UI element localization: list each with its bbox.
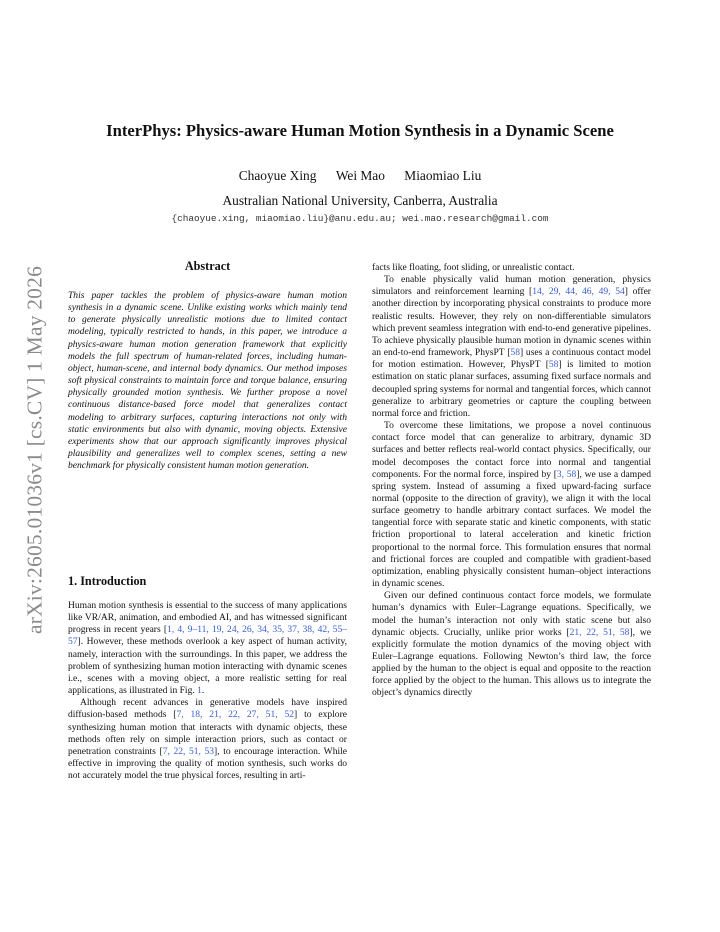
author-affiliation: Australian National University, Canberra, Australia	[222, 193, 498, 208]
citation-link[interactable]: 3, 58	[556, 468, 577, 480]
arxiv-identifier-text: arXiv:2605.01036v1 [cs.CV] 1 May 2026	[22, 265, 47, 635]
paper-title: InterPhys: Physics-aware Human Motion Synthesis in a Dynamic Scene	[106, 121, 614, 140]
author-name: Wei Mao	[335, 168, 385, 183]
intro-paragraph-1: Human motion synthesis is essential to the success of many applications like VR/AR, animation, and embodied AI, and has witnessed significant progress in recent years [1, 4, 9–11, 19, 24, 26, 34, 35, 37, 38, 42, 55–57]. However, these methods overlook a key aspect of human activity, namely, interaction with the surroundings. In this paper, we address the problem of synthesizing human motion interacting with dynamic scenes i.e., scenes with a moving object, a more realistic setting for real applications, as illustrated in Fig. 1.	[68, 600, 347, 697]
author-list	[0, 168, 720, 184]
author-name: Chaoyue Xing	[238, 168, 317, 183]
intro-paragraph-4: To overcome these limitations, we propose a novel continuous contact force model that can generalize to arbitrary, dynamic 3D surfaces and better reflects real-world contact physics. Specifically, our model decomposes the contact force into normal and tangential components. For the normal force, inspired by [3, 58], we use a damped spring system. Instead of assuming a fixed upward-facing surface normal (opposite to the direction of gravity), we align it with the local surface geometry to handle arbitrary contact surfaces. We model the tangential force with separate static and kinetic components, with static friction proportional to lateral acceleration and kinetic friction proportional to the normal force. This formulation ensures that normal and frictional forces are coupled and compatible with gradient-based optimization, enabling physically consistent human–object interactions in dynamic scenes.	[372, 420, 652, 590]
introduction-heading: 1. Introduction	[68, 574, 147, 588]
intro-paragraph-3: To enable physically valid human motion generation, physics simulators and reinforcement learning [14, 29, 44, 46, 49, 54] offer another direction by incorporating physical constraints to produce more realistic results. However, they rely on non-differentiable simulators which prevent seamless integration with end-to-end generative pipelines. To achieve physically plausible human motion in dynamic scenes within an end-to-end framework, PhysPT [58] uses a continuous contact model for motion estimation. However, PhysPT [58] is limited to motion estimation on static planar surfaces, assuming fixed surface normals and decoupled spring systems for normal and tangential forces, which cannot generalize to arbitrary geometries or capture the coupling between normal force and friction.	[372, 274, 651, 419]
abstract-heading: Abstract	[184, 259, 231, 273]
intro-paragraph-2: Although recent advances in generative models have inspired diffusion-based methods [7, 18, 21, 22, 27, 51, 52] to explore synthesizing human motion that interacts with dynamic objects, these methods often rely on simple interaction priors, such as contact or penetration constraints [7, 22, 51, 53], to encourage interaction. While effective in improving the quality of motion synthesis, such works do not accurately model the true physical forces, resulting in arti-	[68, 697, 348, 782]
citation-link[interactable]: 1, 4, 9–11, 19, 24, 26, 34, 35, 37, 38, 42, 55–57	[68, 624, 347, 648]
citation-link[interactable]: 14, 29, 44, 46, 49, 54	[532, 286, 625, 298]
citation-link[interactable]: 21, 22, 51, 58	[569, 626, 630, 638]
author-name: Miaomiao Liu	[404, 168, 482, 183]
introduction-right-column	[372, 262, 651, 700]
introduction-left-column	[68, 600, 347, 782]
intro-paragraph-5: Given our defined continuous contact force models, we formulate human’s dynamics with Euler–Lagrange equations. Specifically, we model the human’s interaction not only with static scene but also dynamic objects. Crucially, unlike prior works [21, 22, 51, 58], we explicitly formulate the motion dynamics of the moving object with Euler–Lagrange equations. Following Newton’s third law, the force applied by the human to the object is equal and opposite to the reaction force applied by the object to the human. This allows us to integrate the object’s dynamics directly	[372, 590, 651, 699]
author-emails: {chaoyue.xing, miaomiao.liu}@anu.edu.au; wei.mao.research@gmail.com	[171, 213, 549, 224]
citation-link[interactable]: 7, 22, 51, 53	[162, 745, 215, 757]
abstract-body	[68, 290, 347, 472]
intro-paragraph-continued: facts like floating, foot sliding, or unrealistic contact.	[372, 262, 575, 273]
citation-link[interactable]: 7, 18, 21, 22, 27, 51, 52	[176, 709, 295, 721]
citation-link[interactable]: 58	[510, 347, 520, 359]
citation-link[interactable]: 58	[548, 359, 559, 371]
figure-link[interactable]: 1	[197, 685, 202, 697]
abstract-paragraph: This paper tackles the problem of physics-aware human motion synthesis in a dynamic scene. Unlike existing works which mainly tend to generate physically unrealistic motions due to limited contact modeling, typically restricted to hands, in this paper, we introduce a physics-aware human motion generation framework that explicitly models the full spectrum of human-related forces, including human-object, human-scene, and internal body dynamics. Our method imposes soft physical constraints to maintain force and torque balance, ensuring physically grounded motion synthesis. We further propose a novel continuous distance-based force model that generalizes contact modeling to arbitrary surfaces, capturing interactions not only with static environments but also with dynamic, moving objects. Extensive experiments show that our approach significantly improves physical plausibility and generalizes well to complex scenes, setting a new benchmark for physically consistent human motion generation.	[68, 290, 347, 472]
arxiv-identifier-stamp	[20, 260, 50, 640]
